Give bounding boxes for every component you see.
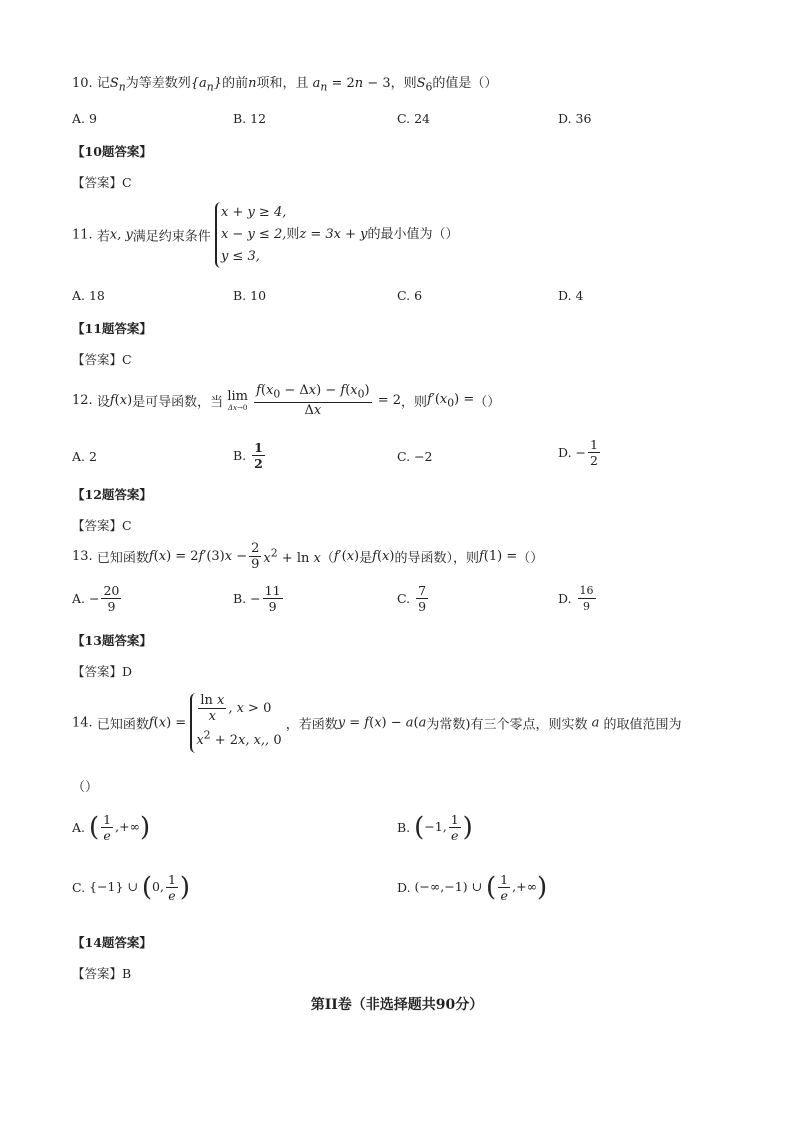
- difference-quotient: $\frac{f(x_0 - \Delta x) - f(x_0)}{\Delta x}$: [256, 383, 370, 418]
- option-10-a: A. 9: [72, 111, 97, 126]
- piecewise-function: $\frac{\text{ln x}}{x}$ , x > 0 $x^2 + 2x$, x,, 0: [190, 693, 281, 753]
- option-14-a: A. ( $\frac{1}{e}$ ,+∞): [72, 812, 151, 843]
- question-11: 11. 若x, y满足约束条件 x + y ≥ 4, x − y ≤ 2,则z = 3x + y的最小值为（） y ≤ 3,: [72, 202, 459, 268]
- question-12: 12. 设f(x)是可导函数，当 lim Δx→0 $\frac{f(x_0 - \Delta x) - f(x_0)}{\Delta x}$ = 2，则$f'(x_0)$ =（）: [72, 383, 501, 418]
- option-12-d: D. − $\frac{1}{2}$: [558, 437, 598, 468]
- limit-operator: lim Δx→0: [227, 388, 248, 412]
- option-10-b: B. 12: [233, 111, 267, 126]
- option-14-d: D. (−∞,−1) ∪ ( $\frac{1}{e}$ ,+∞): [397, 872, 548, 903]
- option-10-c: C. 24: [397, 111, 430, 126]
- option-13-b: B. − $\frac{11}{9}$: [233, 583, 281, 614]
- question-14-tail: （）: [72, 780, 99, 795]
- answer-header-11: 【11题答案】: [72, 321, 152, 336]
- option-10-d: D. 36: [558, 111, 592, 126]
- option-12-b: B. $\frac{1}{2}$: [233, 440, 263, 471]
- answer-header-10: 【10题答案】: [72, 144, 152, 159]
- option-14-b: B. (−1, $\frac{1}{e}$ ): [397, 812, 473, 843]
- option-12-c: C. −2: [397, 449, 433, 464]
- question-13: 13. 已知函数f(x) = 2f′(3)x − $\frac{2}{9}$ $x^2 + \ln x(f'(x)$是f(x)的导函数），则f(1) =（）: [72, 541, 544, 572]
- answer-11: 【答案】C: [72, 352, 132, 367]
- option-13-c: C. $\frac{7}{9}$: [397, 583, 427, 614]
- option-11-b: B. 10: [233, 288, 267, 303]
- section-title: 第II卷（非选择题共90分）: [310, 997, 484, 1013]
- answer-13: 【答案】D: [72, 664, 133, 679]
- option-12-a: A. 2: [72, 449, 97, 464]
- answer-header-13: 【13题答案】: [72, 633, 152, 648]
- answer-14: 【答案】B: [72, 966, 132, 981]
- answer-header-12: 【12题答案】: [72, 487, 152, 502]
- answer-header-14: 【14题答案】: [72, 935, 152, 950]
- option-11-d: D. 4: [558, 288, 584, 303]
- option-13-a: A. − $\frac{20}{9}$: [72, 583, 120, 614]
- question-10: 10. 记$S_n$为等差数列$\{a_n\}$的前n项和，且 $a_n = 2n - 3$，则$S_6$的值是（）: [72, 76, 498, 94]
- constraint-system: x + y ≥ 4, x − y ≤ 2,则z = 3x + y的最小值为（） y ≤ 3,: [215, 202, 459, 268]
- question-14: 14. 已知函数f(x) = $\frac{\text{ln x}}{x}$ , x > 0 $x^2 + 2x$, x,, 0 ，若函数y = f(x) − a(a为常数)有三个零点，则实数 a 的取值范围为: [72, 693, 681, 753]
- option-11-a: A. 18: [72, 288, 105, 303]
- answer-10: 【答案】C: [72, 175, 132, 190]
- option-11-c: C. 6: [397, 288, 423, 303]
- option-14-c: C. {−1} ∪ (0, $\frac{1}{e}$ ): [72, 872, 191, 903]
- answer-12: 【答案】C: [72, 518, 132, 533]
- option-13-d: D. $\frac{16}{9}$: [558, 584, 594, 613]
